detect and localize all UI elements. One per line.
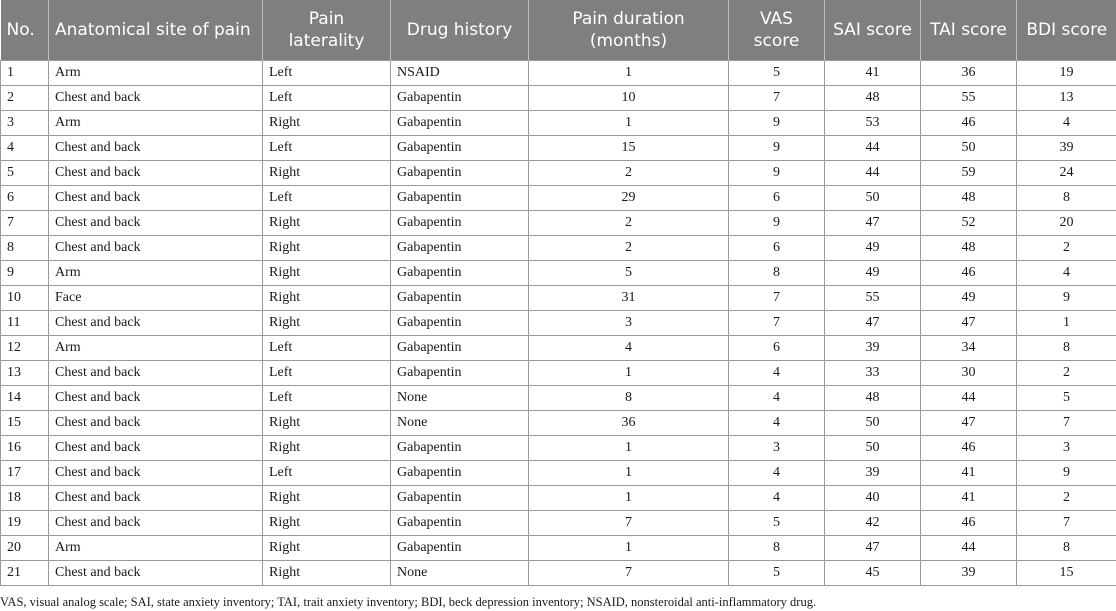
cell-no: 16 — [1, 436, 49, 461]
cell-bdi-score: 7 — [1017, 411, 1116, 436]
cell-bdi-score: 2 — [1017, 236, 1116, 261]
table-footnote: VAS, visual analog scale; SAI, state anxiety inventory; TAI, trait anxiety inventory; BDI, beck depression inventory; NSAID, nonsteroidal anti-inflammatory drug. — [0, 595, 817, 609]
cell-vas-score: 4 — [729, 461, 825, 486]
cell-bdi-score: 2 — [1017, 486, 1116, 511]
table-row — [1, 211, 1116, 236]
cell-pain-laterality: Right — [263, 111, 391, 136]
header-col-anatomical-site: Anatomical site of pain — [49, 0, 263, 61]
cell-anatomical-site: Chest and back — [49, 436, 263, 461]
cell-anatomical-site: Chest and back — [49, 186, 263, 211]
cell-pain-duration: 29 — [529, 186, 729, 211]
cell-no: 7 — [1, 211, 49, 236]
cell-no: 3 — [1, 111, 49, 136]
cell-no: 11 — [1, 311, 49, 336]
cell-pain-laterality: Right — [263, 211, 391, 236]
cell-tai-score: 50 — [921, 136, 1017, 161]
cell-drug-history: Gabapentin — [391, 536, 529, 561]
cell-anatomical-site: Chest and back — [49, 136, 263, 161]
cell-sai-score: 40 — [825, 486, 921, 511]
cell-pain-duration: 10 — [529, 86, 729, 111]
cell-bdi-score: 8 — [1017, 336, 1116, 361]
cell-no: 5 — [1, 161, 49, 186]
cell-pain-duration: 1 — [529, 61, 729, 86]
cell-sai-score: 50 — [825, 411, 921, 436]
cell-vas-score: 5 — [729, 561, 825, 586]
header-col-drug-history: Drug history — [391, 0, 529, 61]
cell-vas-score: 9 — [729, 136, 825, 161]
table-row — [1, 486, 1116, 511]
cell-no: 8 — [1, 236, 49, 261]
cell-no: 13 — [1, 361, 49, 386]
cell-drug-history: Gabapentin — [391, 436, 529, 461]
cell-anatomical-site: Chest and back — [49, 86, 263, 111]
cell-drug-history: NSAID — [391, 61, 529, 86]
cell-bdi-score: 8 — [1017, 536, 1116, 561]
header-col-pain-duration: Pain duration (months) — [529, 0, 729, 61]
table-row — [1, 186, 1116, 211]
cell-anatomical-site: Chest and back — [49, 211, 263, 236]
cell-pain-laterality: Right — [263, 311, 391, 336]
cell-pain-laterality: Right — [263, 561, 391, 586]
cell-drug-history: Gabapentin — [391, 236, 529, 261]
cell-sai-score: 39 — [825, 461, 921, 486]
cell-drug-history: None — [391, 411, 529, 436]
cell-vas-score: 3 — [729, 436, 825, 461]
header-col-sai-score: SAI score — [825, 0, 921, 61]
cell-pain-duration: 5 — [529, 261, 729, 286]
cell-vas-score: 9 — [729, 161, 825, 186]
cell-tai-score: 48 — [921, 236, 1017, 261]
table-row — [1, 161, 1116, 186]
cell-no: 17 — [1, 461, 49, 486]
cell-tai-score: 48 — [921, 186, 1017, 211]
cell-bdi-score: 24 — [1017, 161, 1116, 186]
cell-pain-laterality: Left — [263, 361, 391, 386]
cell-drug-history: Gabapentin — [391, 161, 529, 186]
table-row — [1, 236, 1116, 261]
cell-vas-score: 8 — [729, 261, 825, 286]
cell-bdi-score: 20 — [1017, 211, 1116, 236]
table-row — [1, 386, 1116, 411]
cell-no: 14 — [1, 386, 49, 411]
cell-anatomical-site: Chest and back — [49, 461, 263, 486]
cell-vas-score: 4 — [729, 361, 825, 386]
cell-tai-score: 41 — [921, 461, 1017, 486]
cell-tai-score: 47 — [921, 411, 1017, 436]
cell-pain-duration: 1 — [529, 536, 729, 561]
cell-sai-score: 50 — [825, 436, 921, 461]
table-row — [1, 336, 1116, 361]
cell-bdi-score: 2 — [1017, 361, 1116, 386]
table-row — [1, 311, 1116, 336]
cell-no: 6 — [1, 186, 49, 211]
cell-sai-score: 39 — [825, 336, 921, 361]
table-row — [1, 361, 1116, 386]
cell-sai-score: 49 — [825, 261, 921, 286]
cell-no: 2 — [1, 86, 49, 111]
cell-tai-score: 30 — [921, 361, 1017, 386]
cell-vas-score: 7 — [729, 286, 825, 311]
cell-pain-duration: 4 — [529, 336, 729, 361]
table-row — [1, 461, 1116, 486]
cell-anatomical-site: Chest and back — [49, 486, 263, 511]
cell-anatomical-site: Chest and back — [49, 361, 263, 386]
cell-pain-laterality: Left — [263, 386, 391, 411]
cell-pain-laterality: Right — [263, 511, 391, 536]
cell-vas-score: 5 — [729, 61, 825, 86]
table-row — [1, 136, 1116, 161]
cell-vas-score: 9 — [729, 111, 825, 136]
cell-no: 12 — [1, 336, 49, 361]
cell-pain-duration: 2 — [529, 211, 729, 236]
cell-anatomical-site: Chest and back — [49, 561, 263, 586]
cell-sai-score: 49 — [825, 236, 921, 261]
cell-no: 1 — [1, 61, 49, 86]
cell-tai-score: 46 — [921, 436, 1017, 461]
cell-tai-score: 36 — [921, 61, 1017, 86]
cell-sai-score: 47 — [825, 536, 921, 561]
header-col-bdi-score: BDI score — [1017, 0, 1116, 61]
cell-bdi-score: 3 — [1017, 436, 1116, 461]
cell-sai-score: 48 — [825, 86, 921, 111]
cell-pain-laterality: Right — [263, 261, 391, 286]
cell-tai-score: 47 — [921, 311, 1017, 336]
cell-bdi-score: 4 — [1017, 261, 1116, 286]
cell-tai-score: 44 — [921, 536, 1017, 561]
cell-sai-score: 33 — [825, 361, 921, 386]
header-col-no: No. — [1, 0, 49, 61]
cell-pain-laterality: Right — [263, 161, 391, 186]
cell-anatomical-site: Arm — [49, 536, 263, 561]
cell-drug-history: Gabapentin — [391, 261, 529, 286]
cell-anatomical-site: Arm — [49, 261, 263, 286]
cell-sai-score: 47 — [825, 311, 921, 336]
cell-vas-score: 7 — [729, 86, 825, 111]
cell-pain-duration: 1 — [529, 361, 729, 386]
cell-bdi-score: 8 — [1017, 186, 1116, 211]
cell-drug-history: Gabapentin — [391, 511, 529, 536]
cell-tai-score: 59 — [921, 161, 1017, 186]
cell-anatomical-site: Arm — [49, 61, 263, 86]
cell-pain-duration: 8 — [529, 386, 729, 411]
cell-tai-score: 34 — [921, 336, 1017, 361]
cell-anatomical-site: Arm — [49, 111, 263, 136]
cell-vas-score: 6 — [729, 236, 825, 261]
cell-anatomical-site: Chest and back — [49, 161, 263, 186]
table-row — [1, 61, 1116, 86]
cell-pain-duration: 1 — [529, 486, 729, 511]
cell-pain-laterality: Left — [263, 86, 391, 111]
cell-pain-duration: 2 — [529, 161, 729, 186]
cell-sai-score: 44 — [825, 161, 921, 186]
cell-bdi-score: 15 — [1017, 561, 1116, 586]
cell-no: 20 — [1, 536, 49, 561]
cell-pain-duration: 7 — [529, 561, 729, 586]
cell-bdi-score: 19 — [1017, 61, 1116, 86]
cell-pain-laterality: Left — [263, 186, 391, 211]
cell-sai-score: 53 — [825, 111, 921, 136]
cell-bdi-score: 13 — [1017, 86, 1116, 111]
cell-tai-score: 39 — [921, 561, 1017, 586]
cell-drug-history: Gabapentin — [391, 211, 529, 236]
cell-tai-score: 46 — [921, 261, 1017, 286]
cell-vas-score: 6 — [729, 186, 825, 211]
cell-vas-score: 7 — [729, 311, 825, 336]
cell-drug-history: Gabapentin — [391, 186, 529, 211]
cell-pain-laterality: Right — [263, 286, 391, 311]
header-col-pain-laterality: Pain laterality — [263, 0, 391, 61]
cell-bdi-score: 1 — [1017, 311, 1116, 336]
cell-sai-score: 55 — [825, 286, 921, 311]
cell-pain-duration: 36 — [529, 411, 729, 436]
cell-anatomical-site: Chest and back — [49, 511, 263, 536]
cell-anatomical-site: Face — [49, 286, 263, 311]
table-row — [1, 261, 1116, 286]
table-row — [1, 436, 1116, 461]
cell-no: 18 — [1, 486, 49, 511]
cell-pain-duration: 3 — [529, 311, 729, 336]
cell-no: 15 — [1, 411, 49, 436]
table-header — [1, 0, 1116, 61]
cell-drug-history: None — [391, 561, 529, 586]
cell-drug-history: Gabapentin — [391, 486, 529, 511]
cell-tai-score: 52 — [921, 211, 1017, 236]
cell-pain-duration: 31 — [529, 286, 729, 311]
cell-vas-score: 9 — [729, 211, 825, 236]
cell-anatomical-site: Chest and back — [49, 386, 263, 411]
cell-pain-laterality: Right — [263, 436, 391, 461]
cell-sai-score: 44 — [825, 136, 921, 161]
cell-no: 9 — [1, 261, 49, 286]
cell-tai-score: 46 — [921, 111, 1017, 136]
cell-pain-laterality: Left — [263, 461, 391, 486]
cell-tai-score: 49 — [921, 286, 1017, 311]
table-row — [1, 511, 1116, 536]
cell-bdi-score: 7 — [1017, 511, 1116, 536]
cell-tai-score: 41 — [921, 486, 1017, 511]
cell-bdi-score: 4 — [1017, 111, 1116, 136]
cell-pain-laterality: Right — [263, 236, 391, 261]
cell-anatomical-site: Chest and back — [49, 411, 263, 436]
header-row — [1, 0, 1116, 61]
cell-no: 21 — [1, 561, 49, 586]
cell-pain-laterality: Left — [263, 61, 391, 86]
cell-tai-score: 46 — [921, 511, 1017, 536]
header-col-tai-score: TAI score — [921, 0, 1017, 61]
table-body — [1, 61, 1116, 586]
cell-vas-score: 4 — [729, 386, 825, 411]
cell-drug-history: Gabapentin — [391, 86, 529, 111]
cell-pain-laterality: Right — [263, 486, 391, 511]
cell-drug-history: None — [391, 386, 529, 411]
cell-pain-duration: 1 — [529, 461, 729, 486]
cell-tai-score: 55 — [921, 86, 1017, 111]
cell-vas-score: 6 — [729, 336, 825, 361]
cell-drug-history: Gabapentin — [391, 311, 529, 336]
cell-anatomical-site: Chest and back — [49, 311, 263, 336]
cell-pain-laterality: Left — [263, 336, 391, 361]
cell-bdi-score: 9 — [1017, 461, 1116, 486]
cell-vas-score: 4 — [729, 486, 825, 511]
table-row — [1, 86, 1116, 111]
table-row — [1, 411, 1116, 436]
cell-vas-score: 4 — [729, 411, 825, 436]
cell-bdi-score: 39 — [1017, 136, 1116, 161]
table-row — [1, 111, 1116, 136]
cell-tai-score: 44 — [921, 386, 1017, 411]
cell-sai-score: 47 — [825, 211, 921, 236]
cell-pain-duration: 7 — [529, 511, 729, 536]
cell-vas-score: 8 — [729, 536, 825, 561]
table-row — [1, 286, 1116, 311]
cell-drug-history: Gabapentin — [391, 336, 529, 361]
cell-pain-laterality: Right — [263, 411, 391, 436]
cell-pain-duration: 2 — [529, 236, 729, 261]
cell-pain-laterality: Right — [263, 536, 391, 561]
cell-drug-history: Gabapentin — [391, 361, 529, 386]
cell-no: 4 — [1, 136, 49, 161]
cell-pain-duration: 15 — [529, 136, 729, 161]
cell-sai-score: 48 — [825, 386, 921, 411]
cell-anatomical-site: Chest and back — [49, 236, 263, 261]
cell-sai-score: 42 — [825, 511, 921, 536]
cell-pain-duration: 1 — [529, 436, 729, 461]
cell-vas-score: 5 — [729, 511, 825, 536]
header-col-vas-score: VAS score — [729, 0, 825, 61]
table-row — [1, 536, 1116, 561]
table-row — [1, 561, 1116, 586]
cell-pain-duration: 1 — [529, 111, 729, 136]
cell-drug-history: Gabapentin — [391, 461, 529, 486]
cell-sai-score: 50 — [825, 186, 921, 211]
cell-bdi-score: 5 — [1017, 386, 1116, 411]
cell-sai-score: 41 — [825, 61, 921, 86]
cell-no: 19 — [1, 511, 49, 536]
cell-anatomical-site: Arm — [49, 336, 263, 361]
cell-pain-laterality: Left — [263, 136, 391, 161]
cell-drug-history: Gabapentin — [391, 136, 529, 161]
cell-sai-score: 45 — [825, 561, 921, 586]
cell-drug-history: Gabapentin — [391, 111, 529, 136]
cell-no: 10 — [1, 286, 49, 311]
cell-bdi-score: 9 — [1017, 286, 1116, 311]
cell-drug-history: Gabapentin — [391, 286, 529, 311]
